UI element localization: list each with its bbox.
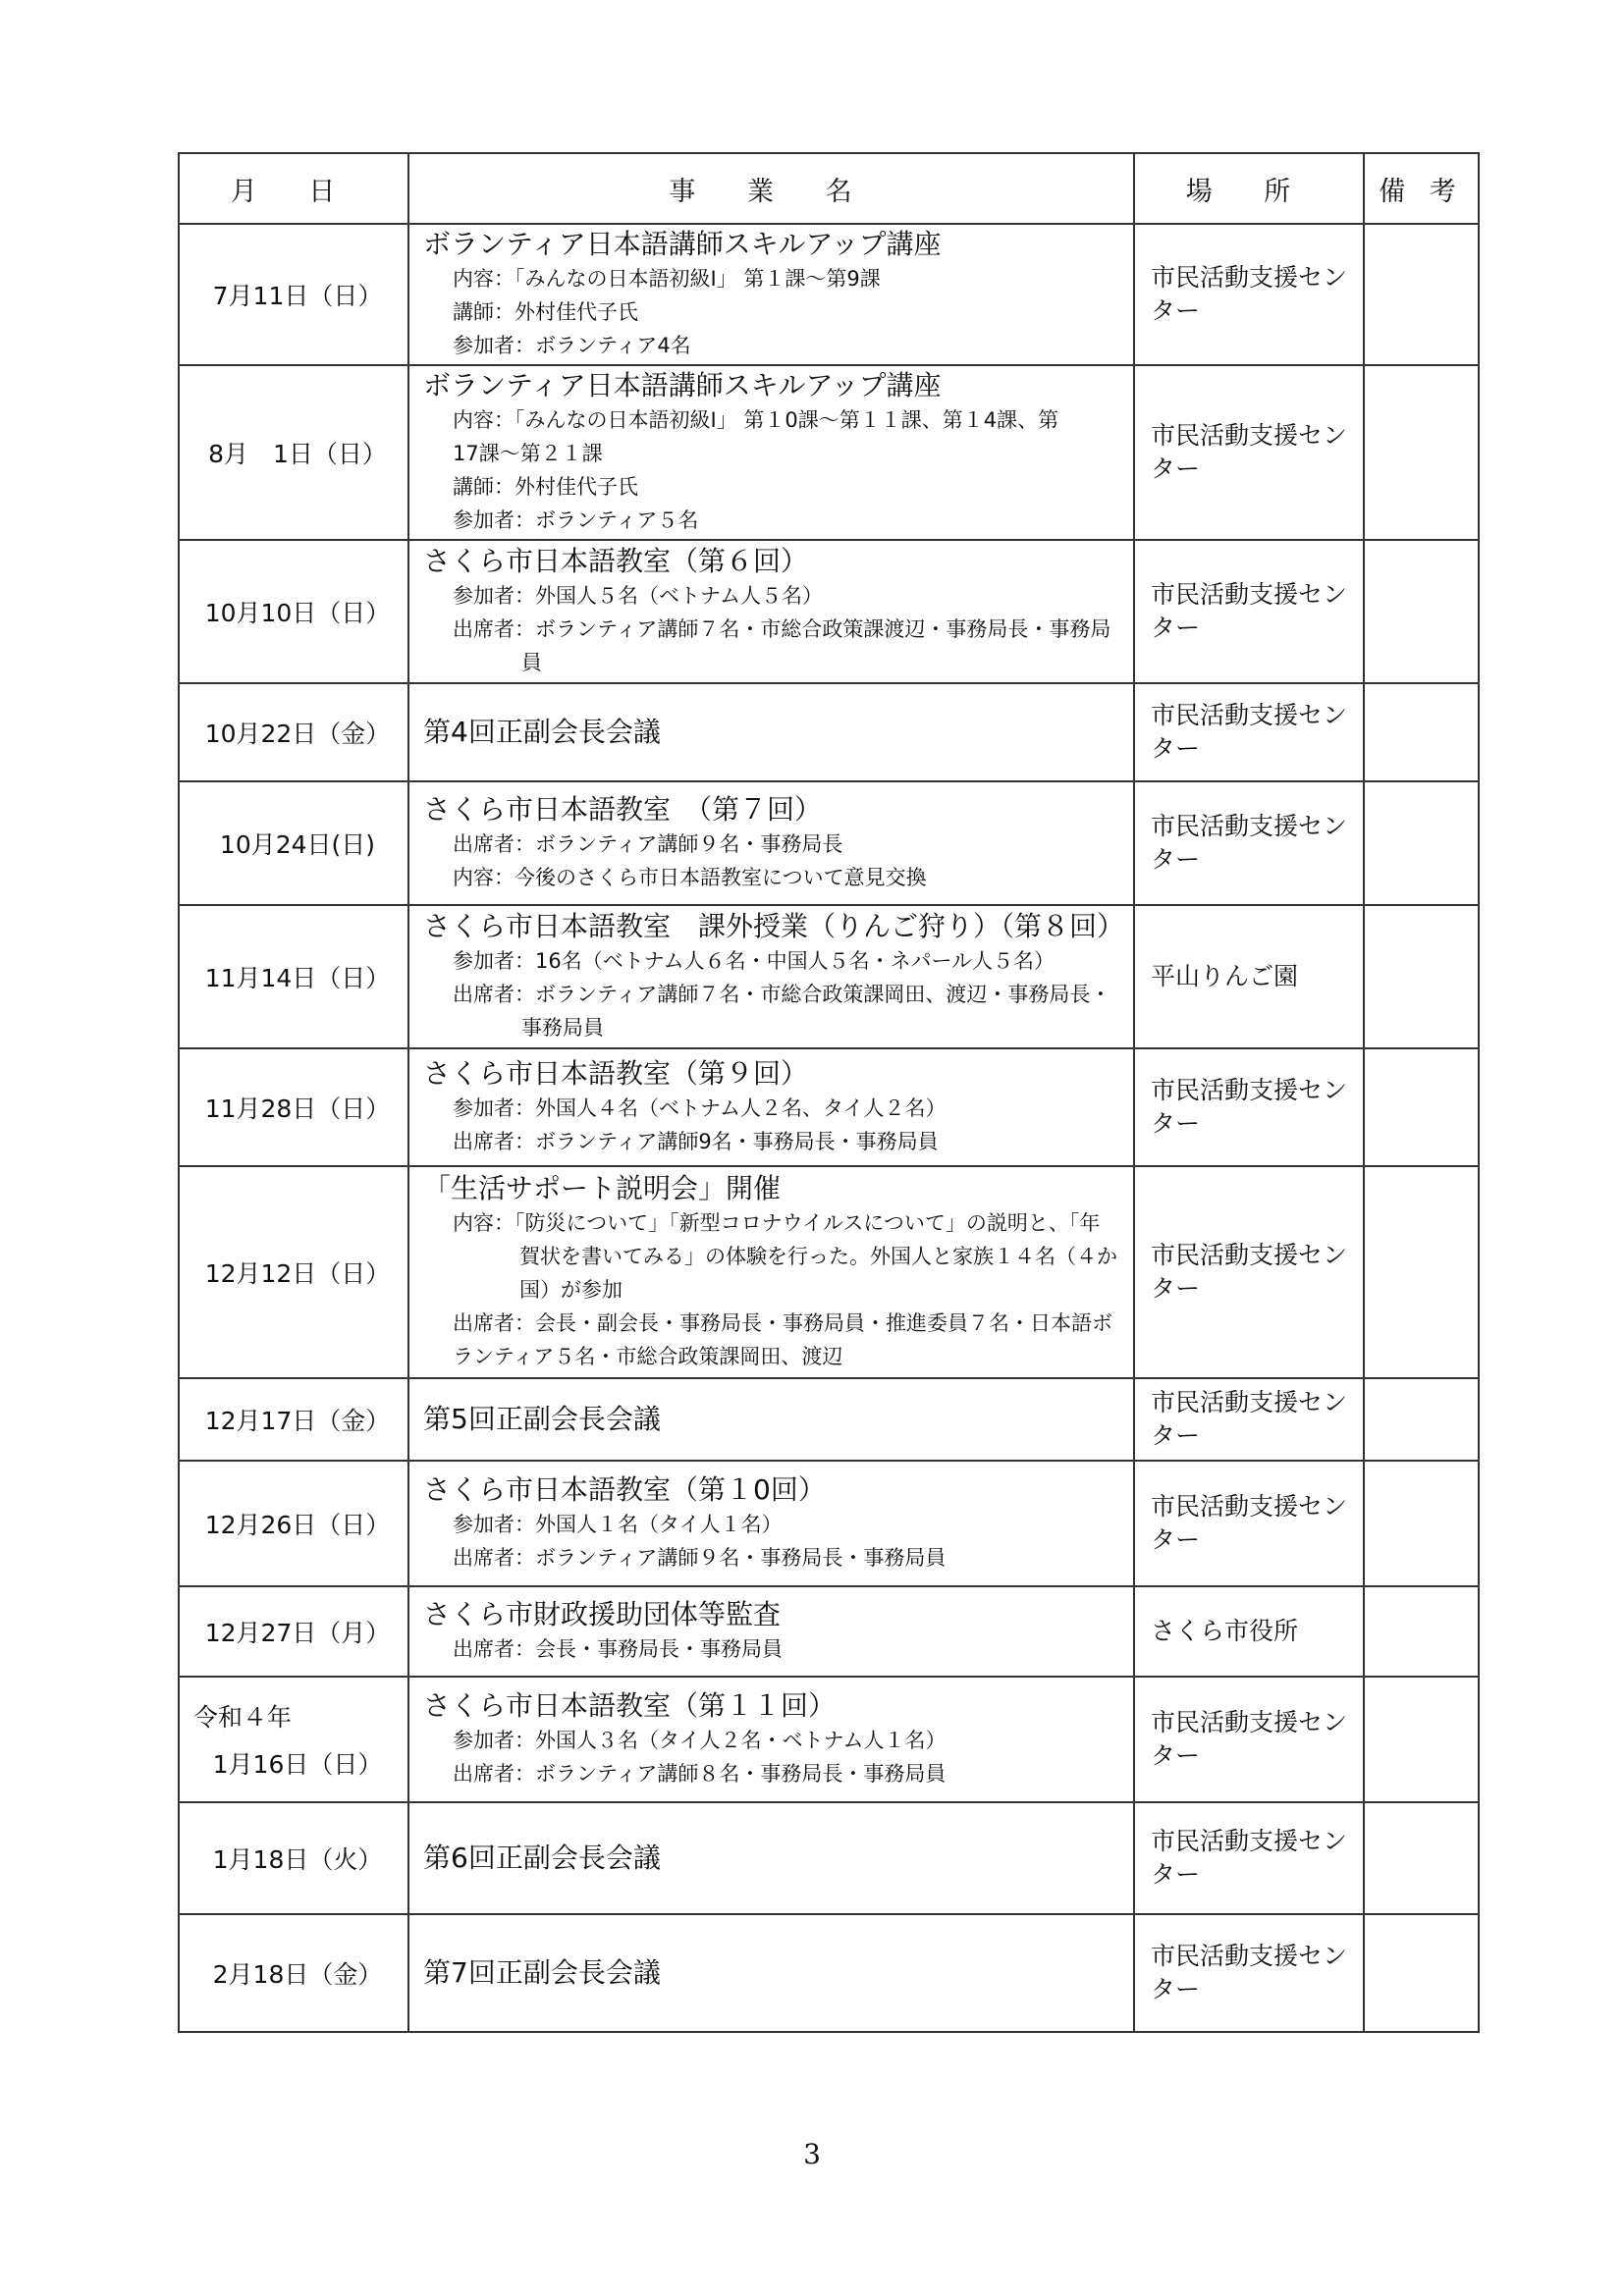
event-title: さくら市日本語教室 課外授業（りんご狩り）（第８回） [423, 910, 1125, 942]
table-row [179, 1914, 1479, 2032]
row-date: 1月16日（日） [212, 1750, 383, 1779]
table-row [179, 781, 1479, 905]
row-date: 12月26日（日） [204, 1511, 391, 1539]
event-detail-line: 講師：外村佳代子氏 [453, 300, 638, 324]
header-note: 備 考 [1364, 153, 1479, 224]
row-note-cell [1364, 1166, 1479, 1378]
row-note-cell [1364, 1461, 1479, 1586]
event-title: 第7回正副会長会議 [423, 1956, 661, 1989]
row-era: 令和４年 [193, 1703, 293, 1732]
event-title: さくら市日本語教室（第１0回） [423, 1473, 826, 1506]
event-title: 第4回正副会長会議 [423, 716, 661, 748]
table-row [179, 1166, 1479, 1378]
table-row [179, 224, 1479, 365]
event-detail-line: 出席者：会長・事務局長・事務局員 [453, 1637, 783, 1661]
row-date: 7月11日（日） [212, 282, 383, 310]
event-detail-line: 参加者：16名（ベトナム人６名・中国人５名・ネパール人５名） [453, 949, 1056, 973]
row-note-cell [1364, 1914, 1479, 2032]
header-date: 月 日 [179, 153, 408, 224]
row-date-cell [179, 1802, 408, 1914]
row-date: 11月14日（日） [204, 964, 391, 992]
row-date: 11月28日（日） [204, 1095, 391, 1123]
event-title: 第6回正副会長会議 [423, 1842, 661, 1874]
row-date-cell [179, 683, 408, 781]
row-place-cell: さくら市役所 [1134, 1586, 1364, 1677]
event-detail-line: 参加者：外国人４名（ベトナム人２名、タイ人２名） [453, 1096, 947, 1120]
event-detail-line: 内容：今後のさくら市日本語教室について意見交換 [453, 866, 927, 889]
event-title: ボランティア日本語講師スキルアップ講座 [423, 228, 942, 260]
table-row [179, 365, 1479, 540]
event-detail-line: 参加者：ボランティア4名 [453, 334, 691, 357]
event-detail-line: 出席者：ボランティア講師７名・市総合政策課渡辺・事務局長・事務局 [453, 617, 1111, 641]
event-detail-line: 講師：外村佳代子氏 [453, 475, 638, 499]
event-title: 第5回正副会長会議 [423, 1403, 661, 1435]
row-place-cell: 平山りんご園 [1134, 905, 1364, 1048]
row-place-cell: 市民活動支援センター [1134, 1048, 1364, 1166]
row-date-cell [179, 905, 408, 1048]
row-note-cell [1364, 540, 1479, 683]
row-date-cell [179, 781, 408, 905]
row-event-cell [408, 1914, 1134, 2032]
row-place-cell: 市民活動支援センター [1134, 1802, 1364, 1914]
row-place-cell: 市民活動支援センター [1134, 1914, 1364, 2032]
table-row [179, 683, 1479, 781]
row-date: 1月18日（火） [212, 1845, 383, 1874]
row-event-cell [408, 781, 1134, 905]
table-row [179, 1378, 1479, 1461]
row-date-cell [179, 365, 408, 540]
event-detail-line: 出席者：会長・副会長・事務局長・事務局員・推進委員７名・日本語ボ [453, 1311, 1112, 1335]
event-title: さくら市日本語教室（第６回） [423, 545, 809, 577]
event-title: ボランティア日本語講師スキルアップ講座 [423, 369, 942, 401]
row-event-cell [408, 1048, 1134, 1166]
event-detail-line: 出席者：ボランティア講師８名・事務局長・事務局員 [453, 1762, 947, 1786]
event-detail-line: 17課～第２１課 [453, 442, 603, 465]
event-detail-line: ランティア５名・市総合政策課岡田、渡辺 [453, 1345, 843, 1368]
event-title: さくら市日本語教室（第１１回） [423, 1689, 837, 1722]
page-number: 3 [803, 2138, 821, 2170]
row-date: 12月12日（日） [204, 1259, 391, 1288]
row-date: 10月24日(日) [219, 830, 376, 859]
row-date-cell [179, 1586, 408, 1677]
table-header-row [179, 153, 1479, 224]
row-event-cell [408, 540, 1134, 683]
table-row [179, 540, 1479, 683]
event-detail-line: 参加者：外国人３名（タイ人２名・ベトナム人１名） [453, 1729, 947, 1752]
row-event-cell [408, 1461, 1134, 1586]
row-note-cell [1364, 365, 1479, 540]
row-place-cell: 市民活動支援センター [1134, 365, 1364, 540]
row-place-cell: 市民活動支援センター [1134, 1677, 1364, 1802]
event-detail-line: 内容：「みんなの日本語初級Ⅰ」 第１課～第9課 [453, 267, 881, 291]
event-detail-line: 賀状を書いてみる」の体験を行った。外国人と家族１４名（４か [519, 1245, 1117, 1268]
row-note-cell [1364, 781, 1479, 905]
row-date-cell [179, 1166, 408, 1378]
row-event-cell [408, 1677, 1134, 1802]
row-event-cell [408, 1166, 1134, 1378]
row-place-cell: 市民活動支援センター [1134, 683, 1364, 781]
table-row [179, 1677, 1479, 1802]
event-detail-line: 出席者：ボランティア講師９名・事務局長・事務局員 [453, 1546, 947, 1570]
row-note-cell [1364, 1586, 1479, 1677]
event-detail-line: 参加者：外国人５名（ベトナム人５名） [453, 584, 823, 608]
row-date-cell [179, 540, 408, 683]
row-place-cell: 市民活動支援センター [1134, 1461, 1364, 1586]
row-date: 2月18日（金） [212, 1960, 383, 1989]
event-detail-line: 事務局員 [521, 1016, 604, 1040]
row-date: 12月17日（金） [204, 1407, 391, 1435]
row-note-cell [1364, 905, 1479, 1048]
row-date-cell [179, 1048, 408, 1166]
row-date: 8月 1日（日） [208, 440, 387, 468]
table-row [179, 905, 1479, 1048]
table-row [179, 1802, 1479, 1914]
row-date-cell [179, 1914, 408, 2032]
row-event-cell [408, 1378, 1134, 1461]
row-note-cell [1364, 1048, 1479, 1166]
row-note-cell [1364, 1802, 1479, 1914]
row-date: 12月27日（月） [204, 1619, 391, 1647]
event-detail-line: 参加者：ボランティア５名 [453, 508, 699, 532]
header-event: 事 業 名 [408, 153, 1134, 224]
event-detail-line: 国）が参加 [519, 1278, 623, 1302]
event-title: さくら市日本語教室（第９回） [423, 1057, 809, 1090]
row-note-cell [1364, 683, 1479, 781]
table-row [179, 1586, 1479, 1677]
row-place-cell: 市民活動支援センター [1134, 224, 1364, 365]
row-event-cell [408, 1802, 1134, 1914]
header-place: 場 所 [1134, 153, 1364, 224]
activity-schedule-table [178, 152, 1480, 2033]
row-note-cell [1364, 224, 1479, 365]
event-detail-line: 出席者：ボランティア講師9名・事務局長・事務局員 [453, 1130, 939, 1153]
row-place-cell: 市民活動支援センター [1134, 781, 1364, 905]
row-note-cell [1364, 1378, 1479, 1461]
table-row [179, 1461, 1479, 1586]
row-date-cell [179, 1378, 408, 1461]
row-date-cell [179, 1677, 408, 1802]
row-date: 10月10日（日） [204, 599, 391, 627]
row-note-cell [1364, 1677, 1479, 1802]
event-title: さくら市日本語教室 （第７回） [423, 793, 823, 826]
row-event-cell [408, 1586, 1134, 1677]
row-event-cell [408, 365, 1134, 540]
row-date-cell [179, 1461, 408, 1586]
event-detail-line: 員 [521, 651, 542, 674]
event-detail-line: 出席者：ボランティア講師７名・市総合政策課岡田、渡辺・事務局長・ [453, 983, 1111, 1006]
event-detail-line: 内容：「防災について」「新型コロナウイルスについて」の説明と、「年 [453, 1211, 1101, 1235]
row-place-cell: 市民活動支援センター [1134, 1378, 1364, 1461]
row-event-cell [408, 683, 1134, 781]
table-row [179, 1048, 1479, 1166]
row-event-cell [408, 905, 1134, 1048]
row-date: 10月22日（金） [204, 720, 391, 748]
row-date-cell [179, 224, 408, 365]
event-detail-line: 内容：「みんなの日本語初級Ⅰ」 第１0課～第１１課、第１4課、第 [453, 408, 1059, 432]
row-event-cell [408, 224, 1134, 365]
event-detail-line: 参加者：外国人１名（タイ人１名） [453, 1513, 783, 1536]
event-title: さくら市財政援助団体等監査 [423, 1598, 782, 1630]
event-title: 「生活サポート説明会」開催 [423, 1172, 782, 1204]
row-place-cell: 市民活動支援センター [1134, 1166, 1364, 1378]
row-place-cell: 市民活動支援センター [1134, 540, 1364, 683]
table-body [179, 224, 1479, 2032]
event-detail-line: 出席者：ボランティア講師９名・事務局長 [453, 832, 843, 856]
